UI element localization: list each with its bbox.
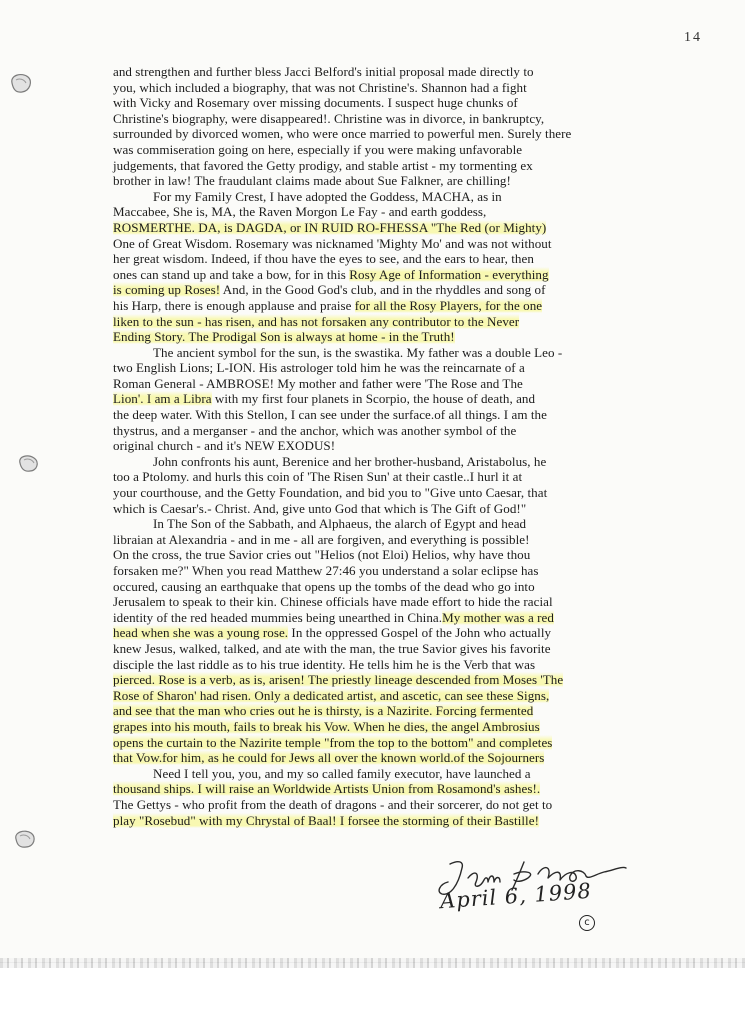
highlight-mark: grapes into his mouth, fails to break his Vow. When he dies, the angel Ambrosius: [113, 718, 540, 734]
text-line: One of Great Wisdom. Rosemary was nicknamed 'Mighty Mo' and was not without: [113, 235, 552, 251]
text-line: [113, 719, 673, 735]
text-line: was commiseration going on here, especially if you were making unfavorable: [113, 141, 523, 157]
text-line: surrounded by divorced women, who were once married to powerful men. Surely there: [113, 126, 572, 142]
letter-body: [113, 64, 673, 828]
text-line: libraian at Alexandria - and in me - all are forgiven, and everything is possible!: [113, 531, 530, 547]
text-line: with Vicky and Rosemary over missing documents. I suspect huge chunks of: [113, 95, 518, 111]
text-line: [113, 735, 673, 751]
highlight-mark: liken to the sun - has risen, and has not forsaken any contributor to the Never: [113, 313, 520, 329]
text-line: disciple the last riddle as to his true identity. He tells him he is the Verb that was: [113, 656, 536, 672]
text-line: head when she was a young rose. In the oppressed Gospel of the John who actually: [113, 625, 552, 641]
text-line: original church - and it's NEW EXODUS!: [113, 438, 336, 454]
text-line: Need I tell you, you, and my so called family executor, have launched a: [153, 765, 531, 781]
highlight-mark: is coming up Roses!: [113, 282, 221, 298]
text-line: [113, 781, 673, 797]
text-line: judgements, that favored the Getty prodigy, and stable artist - my tormenting ex: [113, 157, 533, 173]
highlight-mark: pierced. Rose is a verb, as is, arisen! The priestly lineage descended from Moses 'The: [113, 672, 564, 688]
text-line: The ancient symbol for the sun, is the swastika. My father was a double Leo -: [153, 344, 563, 360]
signature-date: April 6, 1998: [439, 878, 593, 914]
punch-hole-icon: [6, 450, 46, 476]
text-line: and strengthen and further bless Jacci Belford's initial proposal made directly to: [113, 64, 534, 79]
page-number: 14: [684, 30, 702, 45]
text-line: [113, 688, 673, 704]
copyright-icon: c: [579, 915, 595, 931]
highlight-mark: thousand ships. I will raise an Worldwide Artists Union from Rosamond's ashes!.: [113, 781, 541, 797]
text-line: [113, 813, 673, 829]
text-line: her great wisdom. Indeed, if thou have the eyes to see, and the ears to hear, then: [113, 251, 534, 267]
text-line: [113, 329, 673, 345]
text-line: his Harp, there is enough applause and praise for all the Rosy Players, for the one: [113, 297, 543, 313]
punch-hole-icon: [6, 826, 46, 852]
text-line: For my Family Crest, I have adopted the Goddess, MACHA, as in: [153, 188, 502, 204]
text-line: two English Lions; L-ION. His astrologer told him he was the reincarnate of a: [113, 360, 525, 376]
text-line: John confronts his aunt, Berenice and her brother-husband, Aristabolus, he: [153, 453, 547, 469]
highlight-mark: play "Rosebud" with my Chrystal of Baal! I forsee the storming of their Bastille!: [113, 812, 539, 828]
text-line: thystrus, and a merganser - and the anchor, which was another symbol of the: [113, 422, 517, 438]
highlight-mark: ROSMERTHE. DA, is DAGDA, or IN RUID RO-FHESSA "The Red (or Mighty): [113, 219, 547, 235]
highlight-mark: that Vow.for him, as he could for Jews all over the known world.of the Sojourners: [113, 750, 545, 766]
text-line: [113, 672, 673, 688]
highlight-mark: Lion'. I am a Libra: [113, 391, 212, 407]
highlight-mark: Ending Story. The Prodigal Son is always at home - in the Truth!: [113, 329, 455, 345]
highlight-mark: for all the Rosy Players, for the one: [354, 297, 543, 313]
text-line: On the cross, the true Savior cries out "Helios (not Eloi) Helios, why have thou: [113, 547, 531, 563]
highlight-mark: Rose of Sharon' had risen. Only a dedicated artist, and ascetic, can see these Signs,: [113, 687, 550, 703]
text-line: occured, causing an earthquake that opens up the tombs of the dead who go into: [113, 578, 535, 594]
text-line: Lion'. I am a Libra with my first four planets in Scorpio, the house of death, and: [113, 391, 536, 407]
text-line: forsaken me?" When you read Matthew 27:46 you understand a solar eclipse has: [113, 563, 539, 578]
highlight-mark: head when she was a young rose.: [113, 625, 289, 641]
text-line: [113, 220, 673, 236]
text-line: your courthouse, and the Getty Foundation, and bid you to "Give unto Caesar, that: [113, 485, 548, 501]
text-line: Christine's biography, were disappeared!. Christine was in divorce, in bankruptcy,: [113, 110, 545, 126]
text-line: knew Jesus, walked, talked, and ate with the man, the true Savior gives his favorite: [113, 640, 551, 656]
text-line: brother in law! The fraudulant claims made about Sue Falkner, are chilling!: [113, 173, 511, 189]
punch-hole-icon: [6, 70, 36, 96]
text-line: you, which included a biography, that was not Christine's. Shannon had a fight: [113, 79, 527, 95]
text-line: [113, 314, 673, 330]
text-line: The Gettys - who profit from the death of dragons - and their sorcerer, do not get to: [113, 796, 553, 812]
text-line: which is Caesar's.- Christ. And, give unto God that which is The Gift of God!": [113, 500, 527, 516]
text-line: identity of the red headed mummies being unearthed in China.My mother was a red: [113, 609, 554, 625]
highlight-mark: opens the curtain to the Nazirite temple "from the top to the bottom" and completes: [113, 734, 553, 750]
scan-edge: [0, 958, 745, 968]
text-line: the deep water. With this Stellon, I can see under the surface.of all things. I am the: [113, 407, 547, 423]
text-line: [113, 703, 673, 719]
text-line: Jerusalem to speak to their kin. Chinese officials have made effort to hide the racial: [113, 594, 553, 610]
text-line: In The Son of the Sabbath, and Alphaeus, the alarch of Egypt and head: [153, 516, 527, 532]
highlight-mark: My mother was a red: [442, 609, 554, 625]
text-line: Maccabee, She is, MA, the Raven Morgon Le Fay - and earth goddess,: [113, 204, 487, 220]
text-line: [113, 750, 673, 766]
highlight-mark: and see that the man who cries out he is thirsty, is a Nazirite. Forcing fermented: [113, 703, 534, 719]
text-line: too a Ptolomy. and hurls this coin of 'The Risen Sun' at their castle..I hurl it at: [113, 469, 523, 485]
highlight-mark: Rosy Age of Information - everything: [349, 266, 549, 282]
text-line: is coming up Roses! And, in the Good God's club, and in the rhyddles and song of: [113, 282, 546, 298]
text-line: ones can stand up and take a bow, for in this Rosy Age of Information - everything: [113, 266, 549, 282]
text-line: Roman General - AMBROSE! My mother and father were 'The Rose and The: [113, 375, 523, 391]
